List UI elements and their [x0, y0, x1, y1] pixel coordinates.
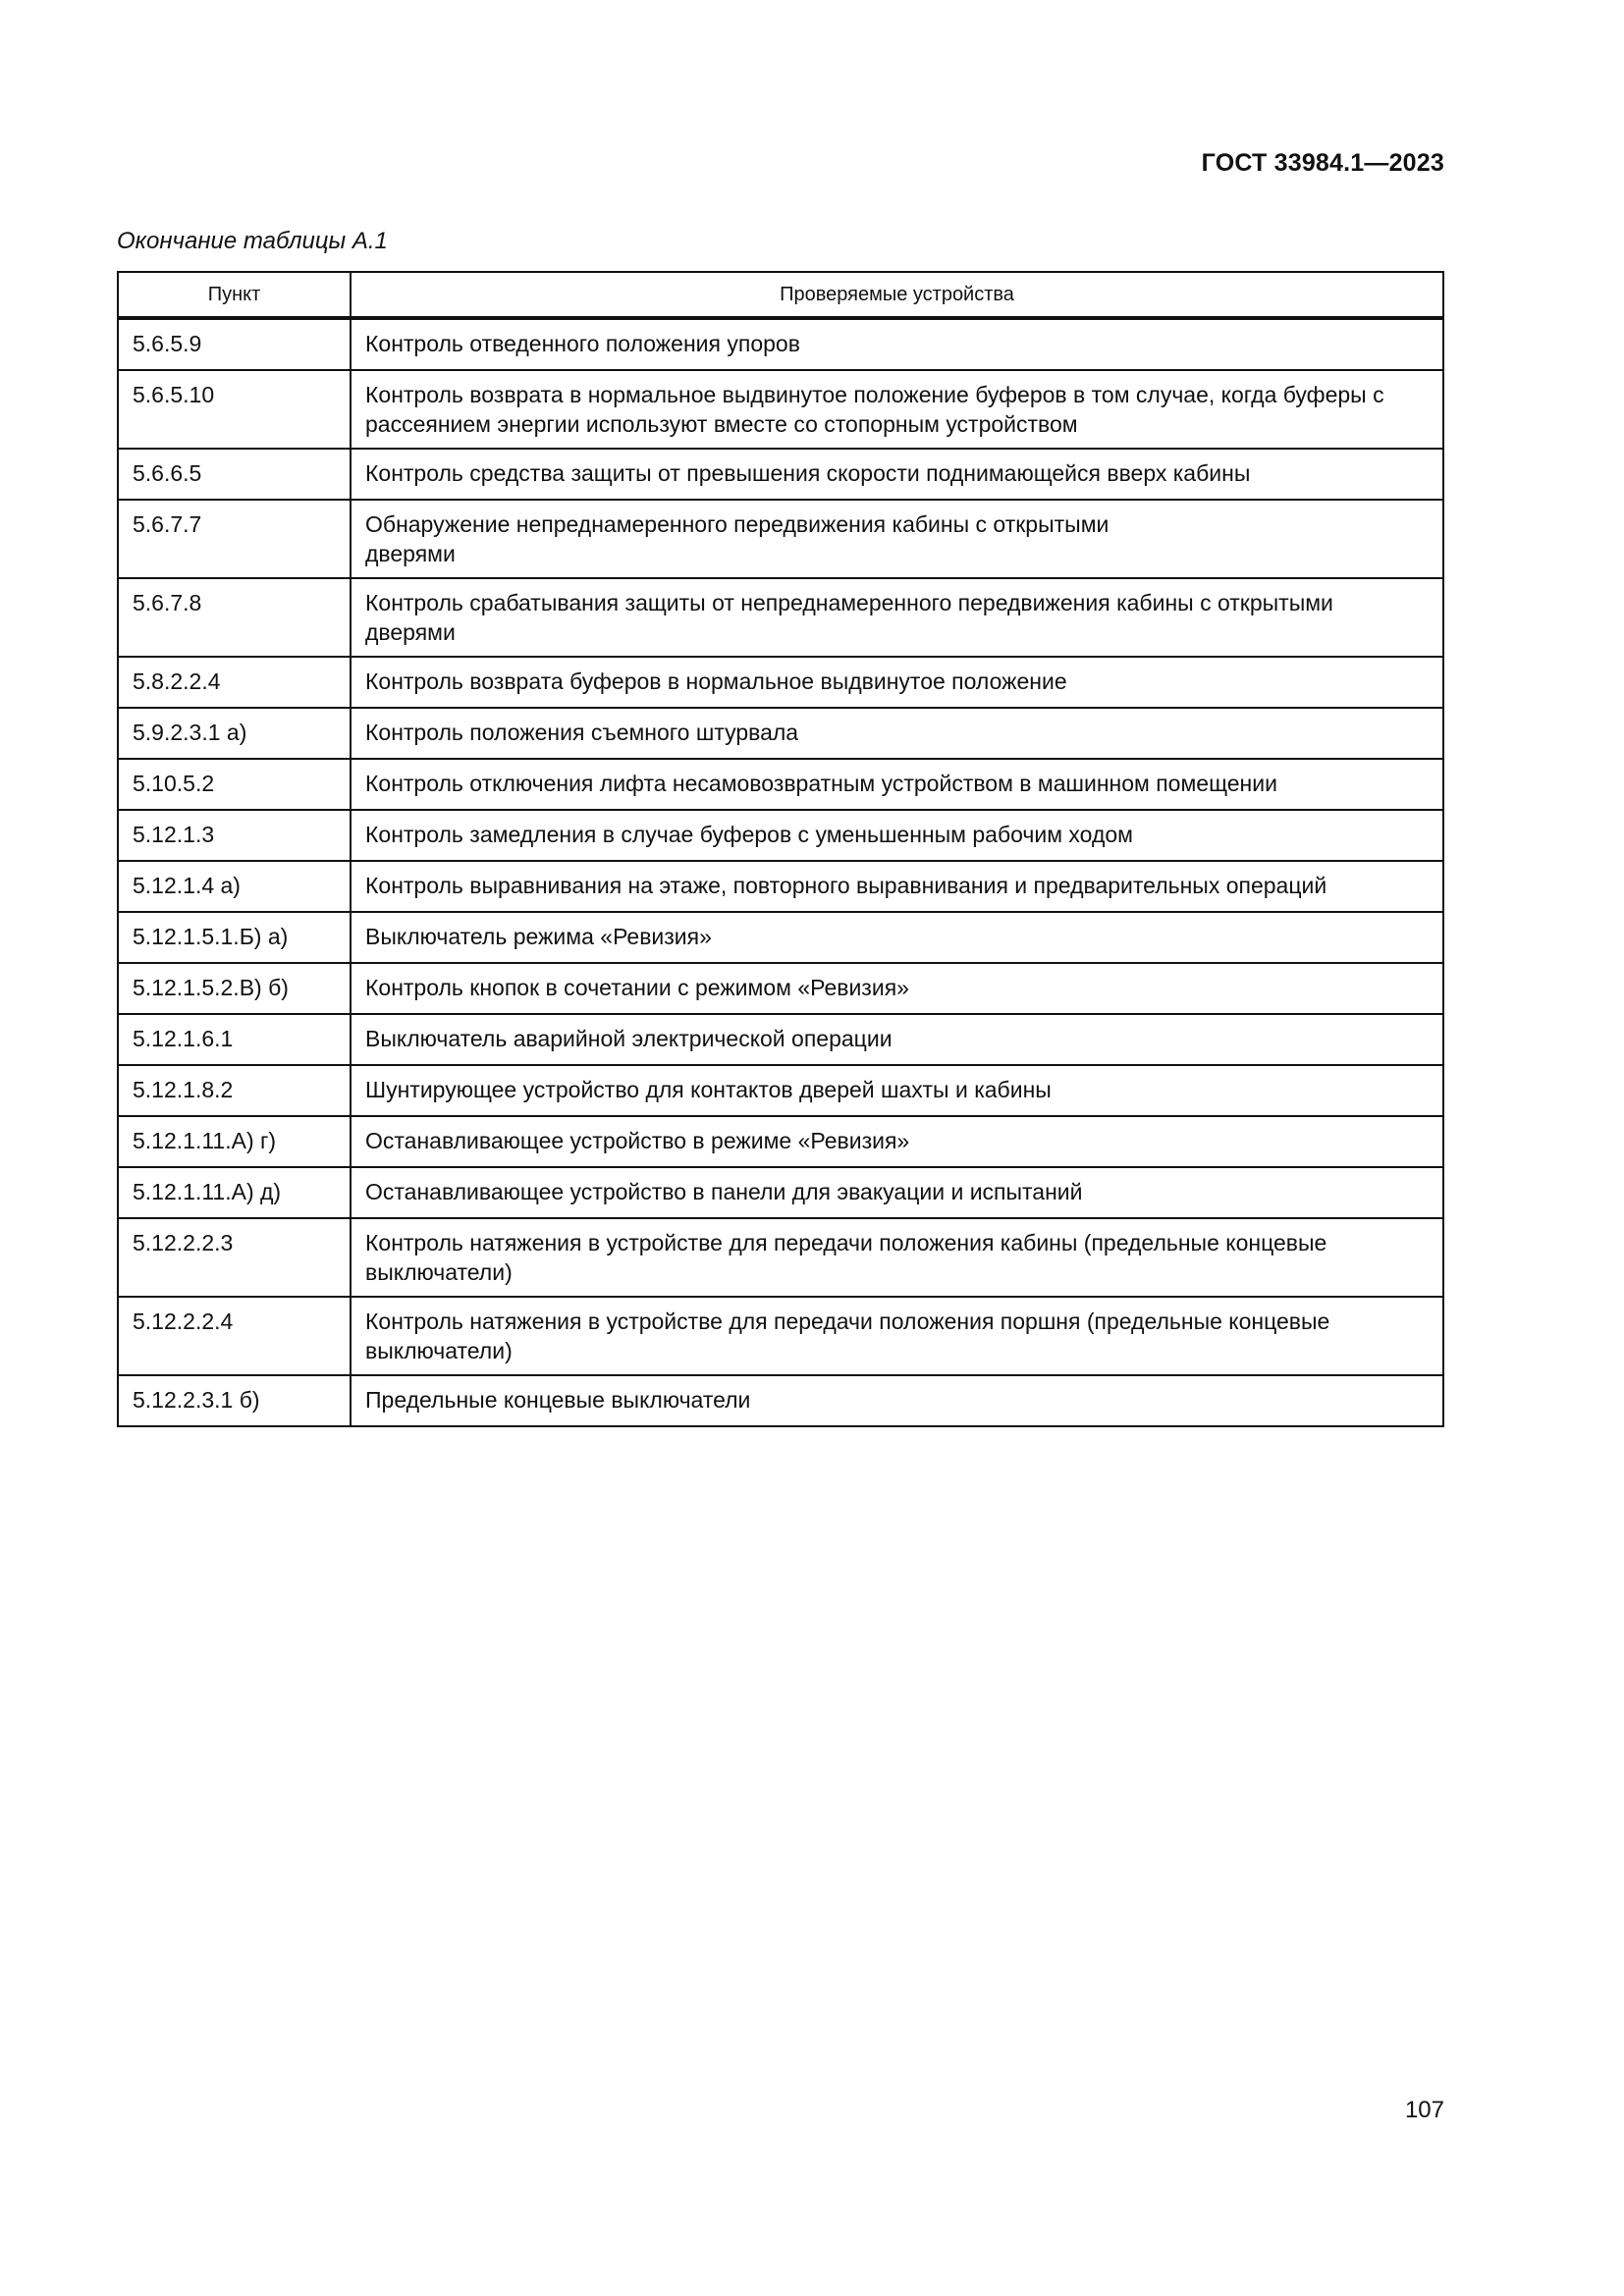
table-container [117, 271, 1444, 1427]
clause-cell: 5.12.1.5.1.Б) а) [118, 912, 351, 963]
clause-cell: 5.6.7.8 [118, 578, 351, 657]
column-header-device: Проверяемые устройства [351, 272, 1443, 318]
clause-cell: 5.12.1.5.2.В) б) [118, 963, 351, 1014]
clause-cell: 5.12.2.2.4 [118, 1297, 351, 1375]
table-row [118, 912, 1443, 963]
device-cell: Контроль срабатывания защиты от непреднамеренного передвижения кабины с открытыми дверями [351, 578, 1443, 657]
clause-cell: 5.6.5.10 [118, 370, 351, 449]
device-cell: Шунтирующее устройство для контактов дверей шахты и кабины [351, 1065, 1443, 1116]
device-cell: Останавливающее устройство в режиме «Ревизия» [351, 1116, 1443, 1167]
device-cell: Контроль возврата в нормальное выдвинутое положение буферов в том случае, когда буферы с рассеянием энергии используют вместе со стопорным устройством [351, 370, 1443, 449]
clause-cell: 5.12.1.11.А) г) [118, 1116, 351, 1167]
device-cell: Контроль выравнивания на этаже, повторного выравнивания и предварительных операций [351, 861, 1443, 912]
table-row [118, 1116, 1443, 1167]
device-cell: Контроль средства защиты от превышения скорости поднимающейся вверх кабины [351, 449, 1443, 500]
clause-cell: 5.12.2.2.3 [118, 1218, 351, 1297]
table-row [118, 861, 1443, 912]
table-row [118, 370, 1443, 449]
page-number: 107 [1404, 2097, 1444, 2123]
device-cell: Контроль отключения лифта несамовозвратным устройством в машинном помещении [351, 759, 1443, 810]
table-row [118, 318, 1443, 370]
clause-cell: 5.12.2.3.1 б) [118, 1375, 351, 1426]
devices-table [117, 271, 1444, 1427]
device-cell: Контроль возврата буферов в нормальное выдвинутое положение [351, 657, 1443, 708]
device-cell: Контроль отведенного положения упоров [351, 318, 1443, 370]
table-row [118, 810, 1443, 861]
table-row [118, 500, 1443, 578]
device-cell: Останавливающее устройство в панели для эвакуации и испытаний [351, 1167, 1443, 1218]
table-row [118, 1167, 1443, 1218]
table-row [118, 1375, 1443, 1426]
clause-cell: 5.12.1.11.А) д) [118, 1167, 351, 1218]
column-header-clause: Пункт [118, 272, 351, 318]
table-row [118, 578, 1443, 657]
clause-cell: 5.6.5.9 [118, 318, 351, 370]
table-row [118, 449, 1443, 500]
clause-cell: 5.9.2.3.1 а) [118, 708, 351, 759]
table-row [118, 759, 1443, 810]
clause-cell: 5.12.1.8.2 [118, 1065, 351, 1116]
table-row [118, 1218, 1443, 1297]
table-caption: Окончание таблицы А.1 [117, 228, 388, 254]
table-row [118, 1065, 1443, 1116]
device-cell: Контроль натяжения в устройстве для передачи положения поршня (предельные концевые выключатели) [351, 1297, 1443, 1375]
device-cell: Контроль натяжения в устройстве для передачи положения кабины (предельные концевые выключатели) [351, 1218, 1443, 1297]
clause-cell: 5.6.6.5 [118, 449, 351, 500]
table-header-row [118, 272, 1443, 318]
device-cell: Выключатель аварийной электрической операции [351, 1014, 1443, 1065]
document-header: ГОСТ 33984.1—2023 [1201, 149, 1444, 177]
device-cell: Предельные концевые выключатели [351, 1375, 1443, 1426]
device-cell: Выключатель режима «Ревизия» [351, 912, 1443, 963]
table-row [118, 1297, 1443, 1375]
device-cell: Контроль замедления в случае буферов с уменьшенным рабочим ходом [351, 810, 1443, 861]
table-row [118, 708, 1443, 759]
device-cell: Контроль положения съемного штурвала [351, 708, 1443, 759]
table-row [118, 963, 1443, 1014]
clause-cell: 5.12.1.4 а) [118, 861, 351, 912]
table-row [118, 1014, 1443, 1065]
device-cell: Контроль кнопок в сочетании с режимом «Ревизия» [351, 963, 1443, 1014]
clause-cell: 5.12.1.3 [118, 810, 351, 861]
device-cell: Обнаружение непреднамеренного передвижения кабины с открытыми дверями [351, 500, 1443, 578]
table-row [118, 657, 1443, 708]
clause-cell: 5.12.1.6.1 [118, 1014, 351, 1065]
clause-cell: 5.10.5.2 [118, 759, 351, 810]
clause-cell: 5.8.2.2.4 [118, 657, 351, 708]
clause-cell: 5.6.7.7 [118, 500, 351, 578]
